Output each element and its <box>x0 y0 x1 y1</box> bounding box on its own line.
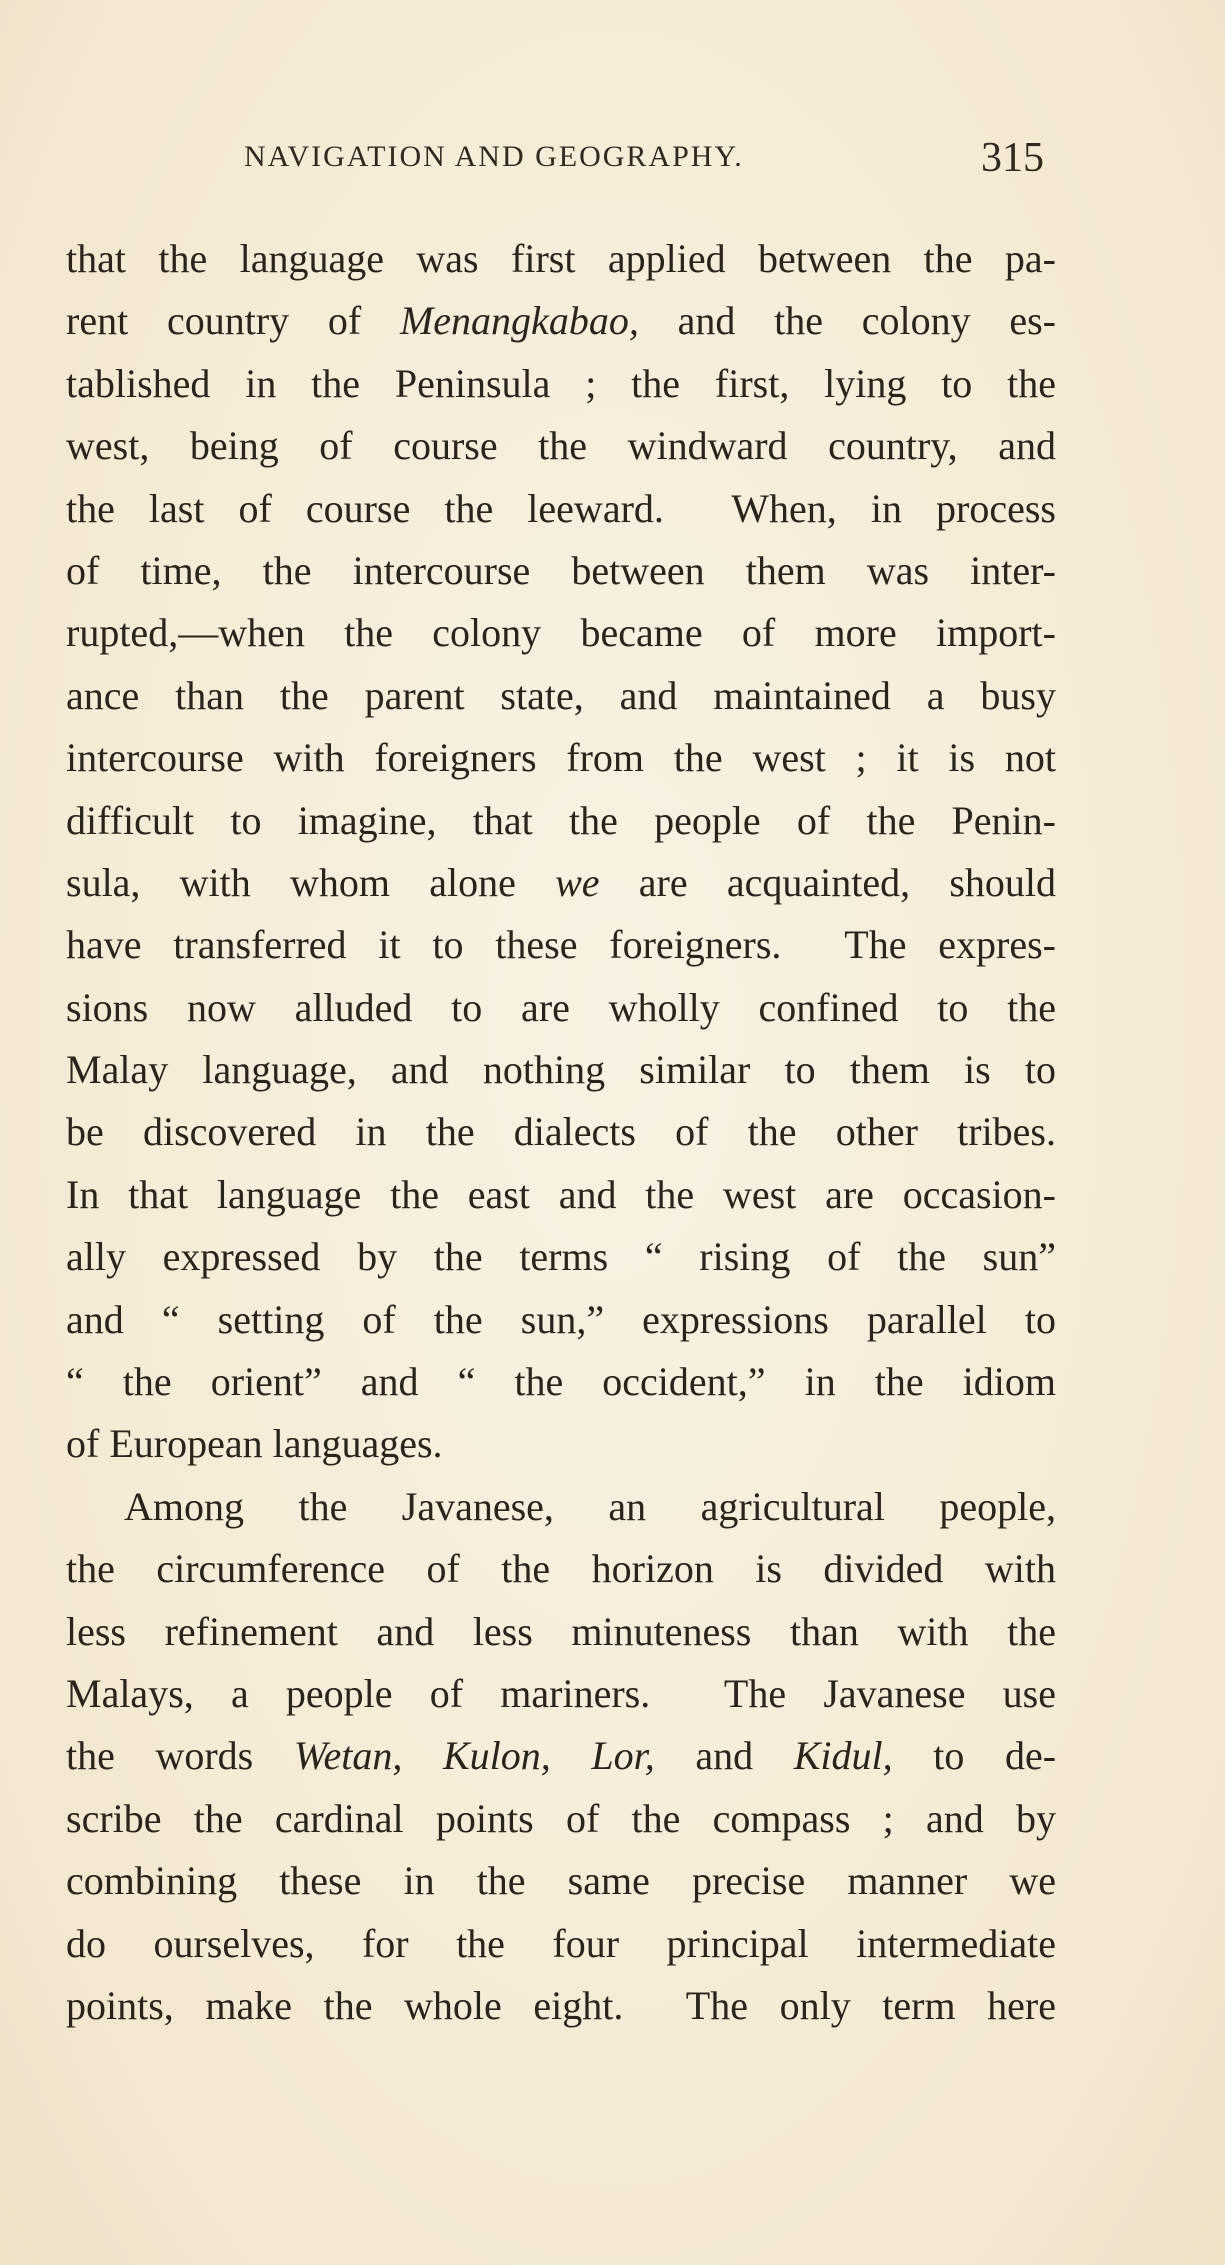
paragraph-start-line: Among the Javanese, an agricultural people, <box>124 1483 1056 1529</box>
page-number: 315 <box>981 135 1044 181</box>
text-line: do ourselves, for the four principal intermediate <box>66 1920 1056 1966</box>
text-line: sula, with whom alone we are acquainted, should <box>66 859 1056 905</box>
text-line: the last of course the leeward. When, in process <box>66 485 1056 531</box>
text-line: the words Wetan, Kulon, Lor, and Kidul, to de- <box>66 1733 1056 1779</box>
text-line: points, make the whole eight. The only term here <box>66 1982 1056 2028</box>
text-line: scribe the cardinal points of the compass ; and by <box>66 1795 1056 1841</box>
text-line: west, being of course the windward country, and <box>66 423 1056 469</box>
text-line: “ the orient” and “ the occident,” in the idiom <box>66 1359 1056 1405</box>
italic-term: Kidul, <box>793 1733 893 1779</box>
text-line: rupted,—when the colony became of more import- <box>66 610 1056 656</box>
text-line: Malays, a people of mariners. The Javanese use <box>66 1670 1056 1716</box>
text-line: the circumference of the horizon is divided with <box>66 1546 1056 1592</box>
text-line: intercourse with foreigners from the west ; it is not <box>66 735 1056 781</box>
text-line: ally expressed by the terms “ rising of the sun” <box>66 1234 1056 1280</box>
text-line: Malay language, and nothing similar to them is to <box>66 1047 1056 1093</box>
text-line: ance than the parent state, and maintained a busy <box>66 672 1056 718</box>
text-line: less refinement and less minuteness than with the <box>66 1608 1056 1654</box>
body-text <box>66 228 1056 2037</box>
text-line: combining these in the same precise manner we <box>66 1858 1056 1904</box>
text-line: and “ setting of the sun,” expressions parallel to <box>66 1296 1056 1342</box>
text-line: difficult to imagine, that the people of the Penin- <box>66 797 1056 843</box>
text-line: sions now alluded to are wholly confined to the <box>66 984 1056 1030</box>
text-line: that the language was first applied between the pa- <box>66 236 1056 281</box>
running-head <box>244 134 1044 184</box>
paragraph-end-line: of European languages. <box>66 1421 443 1467</box>
text-line: rent country of Menangkabao, and the colony es- <box>66 298 1056 344</box>
italic-term: Lor, <box>591 1733 655 1779</box>
text-line: have transferred it to these foreigners. The expres- <box>66 922 1056 968</box>
text-line: be discovered in the dialects of the other tribes. <box>66 1109 1056 1155</box>
italic-term: we <box>555 859 600 905</box>
italic-term: Kulon, <box>442 1733 551 1779</box>
text-line: of time, the intercourse between them was inter- <box>66 547 1056 593</box>
text-line: In that language the east and the west are occasion- <box>66 1171 1056 1217</box>
text-line: tablished in the Peninsula ; the first, lying to the <box>66 360 1056 406</box>
running-title: NAVIGATION AND GEOGRAPHY. <box>244 140 744 173</box>
italic-term: Wetan, <box>293 1733 403 1779</box>
italic-term: Menangkabao, <box>399 298 639 344</box>
